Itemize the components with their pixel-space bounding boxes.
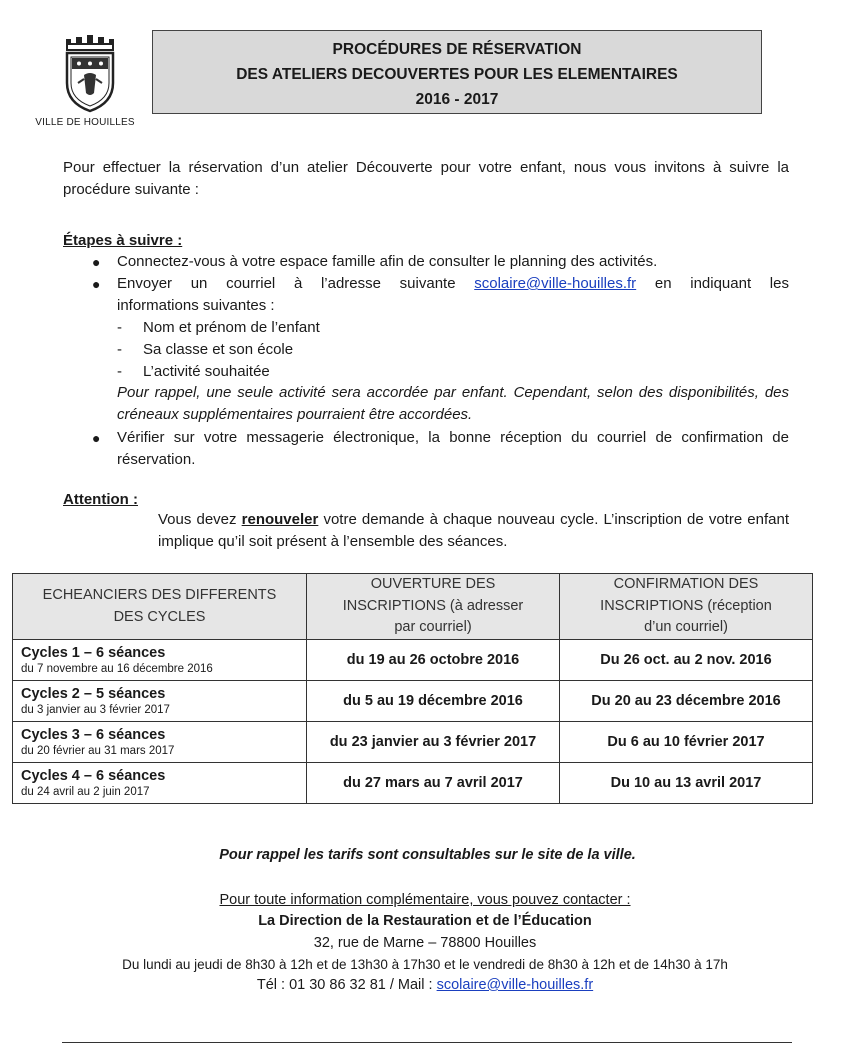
contact-intro bbox=[0, 890, 850, 911]
header-opening: OUVERTURE DES INSCRIPTIONS (à adresser par courriel) bbox=[307, 574, 560, 640]
table-row bbox=[13, 681, 813, 722]
cycle-dates: du 3 janvier au 3 février 2017 bbox=[21, 703, 170, 716]
dash-icon: - bbox=[117, 363, 122, 380]
bullet-icon: ● bbox=[92, 430, 101, 446]
schedule-table bbox=[12, 573, 813, 804]
document-title-box bbox=[152, 30, 762, 114]
step-3-text: Vérifier sur votre messagerie électronique, la bonne réception du courriel de confirmation de réservation. bbox=[117, 429, 789, 468]
title-line-1: PROCÉDURES DE RÉSERVATION bbox=[332, 41, 582, 58]
attention-emphasis: renouveler bbox=[241, 511, 319, 528]
table-row bbox=[13, 722, 813, 763]
opening-cell: du 19 au 26 octobre 2016 bbox=[307, 640, 560, 681]
info-item-name: Nom et prénom de l’enfant bbox=[143, 319, 320, 336]
header-confirmation: CONFIRMATION DES INSCRIPTIONS (réception d’un courriel) bbox=[560, 574, 813, 640]
steps-heading: Étapes à suivre : bbox=[63, 232, 183, 249]
info-item-activity: L’activité souhaitée bbox=[143, 363, 270, 380]
coat-of-arms-logo bbox=[60, 33, 120, 113]
table-row bbox=[13, 763, 813, 804]
cycle-cell bbox=[13, 640, 307, 681]
confirmation-cell: Du 20 au 23 décembre 2016 bbox=[560, 681, 813, 722]
cycle-cell bbox=[13, 681, 307, 722]
direction-name: La Direction de la Restauration et de l’Éducation bbox=[258, 913, 592, 929]
cycle-name: Cycles 3 – 6 séances bbox=[21, 726, 166, 743]
reminder-text: Pour rappel, une seule activité sera accordée par enfant. Cependant, selon des disponibilités, des créneaux supplémentaires pourraient être accordées. bbox=[117, 384, 789, 423]
confirmation-cell: Du 10 au 13 avril 2017 bbox=[560, 763, 813, 804]
step-1-text: Connectez-vous à votre espace famille afin de consulter le planning des activités. bbox=[117, 253, 658, 270]
contact-intro-text: Pour toute information complémentaire, vous pouvez contacter : bbox=[219, 892, 631, 908]
email-link[interactable]: scolaire@ville-houilles.fr bbox=[474, 275, 637, 292]
dash-icon: - bbox=[117, 319, 122, 336]
bullet-icon: ● bbox=[92, 254, 101, 270]
attention-text-before: Vous devez bbox=[158, 511, 237, 528]
header-cycles: ECHEANCIERS DES DIFFERENTS DES CYCLES bbox=[13, 574, 307, 640]
table-header-row bbox=[13, 574, 813, 640]
cycle-name: Cycles 1 – 6 séances bbox=[21, 644, 166, 661]
attention-text-after: votre demande à chaque nouveau cycle. L’inscription de votre enfant implique qu’il soit présent à l’ensemble des séances. bbox=[158, 511, 790, 550]
contact-line bbox=[0, 975, 850, 996]
dash-icon: - bbox=[117, 341, 122, 358]
bullet-icon: ● bbox=[92, 276, 101, 292]
step-2-line bbox=[117, 273, 789, 295]
cycle-dates: du 7 novembre au 16 décembre 2016 bbox=[21, 662, 213, 675]
title-line-2: DES ATELIERS DECOUVERTES POUR LES ELEMENTAIRES bbox=[236, 66, 678, 83]
step-2-text-after-1: en indiquant les bbox=[654, 275, 789, 292]
attention-heading: Attention : bbox=[63, 491, 138, 508]
step-2-text-before: Envoyer un courriel à l’adresse suivante bbox=[117, 275, 456, 292]
opening-cell: du 27 mars au 7 avril 2017 bbox=[307, 763, 560, 804]
intro-paragraph: Pour effectuer la réservation d’un atelier Découverte pour votre enfant, nous vous invitons à suivre la procédure suivante : bbox=[63, 159, 789, 198]
city-label: VILLE DE HOUILLES bbox=[35, 117, 135, 128]
confirmation-cell: Du 6 au 10 février 2017 bbox=[560, 722, 813, 763]
opening-cell: du 5 au 19 décembre 2016 bbox=[307, 681, 560, 722]
tariffs-reminder: Pour rappel les tarifs sont consultables sur le site de la ville. bbox=[219, 847, 636, 863]
step-2-text-after-2: informations suivantes : bbox=[117, 297, 275, 314]
bottom-divider bbox=[62, 1042, 792, 1043]
cycle-cell bbox=[13, 763, 307, 804]
title-line-3: 2016 - 2017 bbox=[415, 91, 499, 108]
cycle-name: Cycles 4 – 6 séances bbox=[21, 767, 166, 784]
info-item-class: Sa classe et son école bbox=[143, 341, 294, 358]
cycle-dates: du 24 avril au 2 juin 2017 bbox=[21, 785, 150, 798]
cycle-dates: du 20 février au 31 mars 2017 bbox=[21, 744, 175, 757]
address: 32, rue de Marne – 78800 Houilles bbox=[313, 935, 537, 951]
cycle-name: Cycles 2 – 5 séances bbox=[21, 685, 166, 702]
footer-email-link[interactable]: scolaire@ville-houilles.fr bbox=[436, 977, 594, 993]
phone-mail-prefix: Tél : 01 30 86 32 81 / Mail : bbox=[256, 977, 433, 993]
confirmation-cell: Du 26 oct. au 2 nov. 2016 bbox=[560, 640, 813, 681]
attention-paragraph bbox=[158, 509, 789, 553]
cycle-cell bbox=[13, 722, 307, 763]
table-row bbox=[13, 640, 813, 681]
opening-hours: Du lundi au jeudi de 8h30 à 12h et de 13h30 à 17h30 et le vendredi de 8h30 à 12h et de 14h30 à 17h bbox=[122, 957, 728, 972]
opening-cell: du 23 janvier au 3 février 2017 bbox=[307, 722, 560, 763]
